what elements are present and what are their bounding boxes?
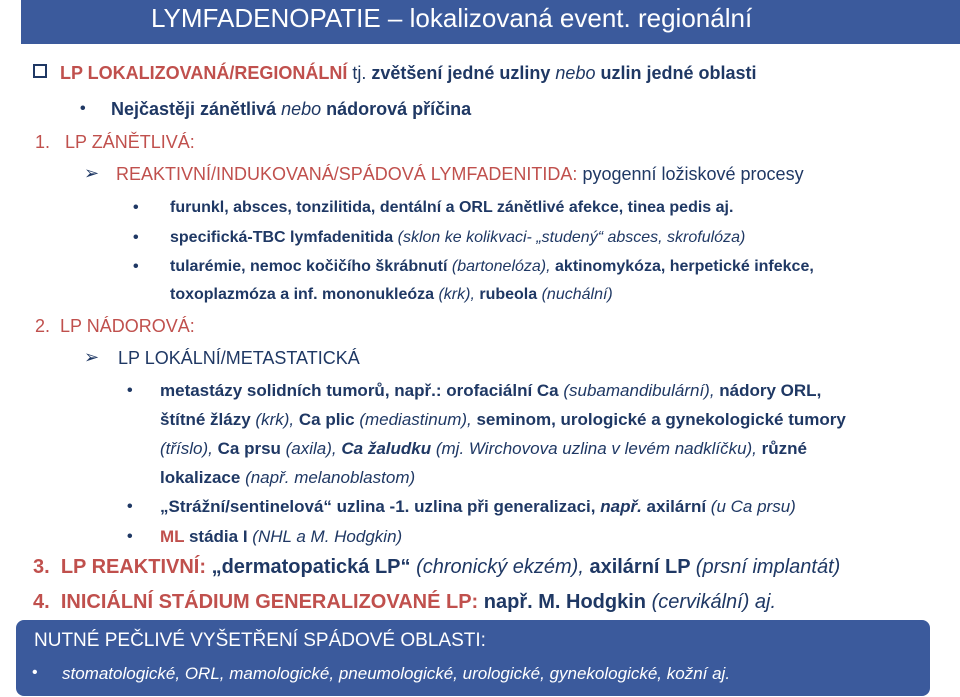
sec1-b3-cont [170, 283, 613, 307]
bottom-item: stomatologické, ORL, mamologické, pneumologické, urologické, gynekologické, kožní aj. [62, 664, 731, 683]
sec1-b2-b: (sklon ke kolikvaci- „studený“ absces, skrofulóza) [397, 229, 746, 246]
sec2-m15: lokalizace [160, 468, 246, 487]
sec1-b3-f: rubeola [474, 286, 542, 303]
bullet-icon: • [127, 498, 133, 515]
sec1-b2-a: specifická-TBC lymfadenitida [170, 229, 398, 246]
page-title: LYMFADENOPATIE – lokalizovaná event. regionální [151, 3, 753, 33]
checkbox-bullet-icon [33, 64, 47, 78]
sec1-b3-e: (krk), [438, 286, 475, 303]
arrow-bullet-icon: ➢ [84, 163, 100, 183]
sec1-b3-c: aktinomykóza, herpetické infekce, [550, 258, 814, 275]
intro-lp-label: LP LOKALIZOVANÁ/REGIONÁLNÍ [60, 63, 348, 83]
sec2-s-line [160, 495, 796, 519]
sec2-m2: (subamandibulární), [563, 381, 715, 400]
sec2-m8: seminom, urologické a gynekologické tumory [471, 410, 846, 429]
sec1-b2 [170, 226, 745, 250]
sec2-m-line2 [160, 408, 846, 432]
sec2-m4: štítné žlázy [160, 410, 256, 429]
sec3-c: axilární LP [583, 556, 696, 578]
intro-desc2: uzlin jedné oblasti [595, 63, 757, 83]
sec2-m-line1 [160, 379, 821, 403]
sec2-m5: (krk), [255, 410, 295, 429]
sec2-ml2: stádia I [184, 527, 253, 546]
sec1-b3-g: (nuchální) [541, 286, 613, 303]
sec2-m-line3 [160, 437, 807, 461]
sec1-reaktivni-desc: pyogenní ložiskové procesy [577, 164, 804, 184]
sec3-a: „dermatopatická LP“ [206, 556, 417, 578]
bullet-icon: • [127, 528, 133, 545]
sec2-label: LP NÁDOROVÁ: [60, 316, 195, 336]
sec4-b: (cervikální) aj. [651, 591, 777, 613]
bullet-icon: • [32, 664, 38, 681]
sec2-m9: (tříslo), [160, 439, 213, 458]
sec2-sub: LP LOKÁLNÍ/METASTATICKÁ [118, 348, 360, 368]
sec4-line [33, 590, 776, 614]
bullet-icon: • [133, 199, 139, 216]
sec1-b3-a: tularémie, nemoc kočičího škrábnutí [170, 258, 452, 275]
sec3-line [33, 555, 840, 579]
sec2-m11: (axila), [285, 439, 337, 458]
sec2-ml1: ML [160, 527, 185, 546]
sec2-m10: Ca prsu [212, 439, 286, 458]
intro-sub-a: Nejčastěji zánětlivá [111, 99, 282, 119]
sec2-num: 2. [35, 316, 51, 336]
sec4-num: 4. [33, 591, 50, 613]
intro-desc1: zvětšení jedné uzliny [371, 63, 556, 83]
sec2-m14: různé [756, 439, 807, 458]
intro-tj: tj. [347, 63, 372, 83]
sec2-s4: (u Ca prsu) [710, 497, 796, 516]
sec1-b1: furunkl, absces, tonzilitida, dentální a ORL zánětlivé afekce, tinea pedis aj. [170, 199, 734, 216]
sec2-m3: nádory ORL, [714, 381, 822, 400]
sec1-reaktivni-line [116, 162, 804, 186]
sec2-ml-line [160, 525, 402, 549]
sec1-heading [35, 130, 195, 154]
bullet-icon: • [133, 258, 139, 275]
sec4-a: např. M. Hodgkin [478, 591, 652, 613]
sec2-s3: axilární [641, 497, 711, 516]
sec1-b3-d: toxoplazmóza a inf. mononukleóza [170, 286, 439, 303]
intro-sub-b: nádorová příčina [321, 99, 472, 119]
intro-sub-nebo: nebo [281, 99, 322, 119]
arrow-bullet-icon: ➢ [84, 347, 100, 367]
sec3-label: LP REAKTIVNÍ: [60, 556, 207, 578]
sec2-m1: metastázy solidních tumorů, např.: orofaciální Ca [160, 381, 564, 400]
title-bar [21, 0, 960, 44]
bullet-icon: • [80, 100, 86, 117]
sec3-num: 3. [33, 556, 50, 578]
sec1-label: LP ZÁNĚTLIVÁ: [65, 132, 195, 152]
bullet-icon: • [127, 382, 133, 399]
sec2-m7: (mediastinum), [359, 410, 472, 429]
sec3-b: (chronický ekzém), [416, 556, 584, 578]
sec1-reaktivni-label: REAKTIVNÍ/INDUKOVANÁ/SPÁDOVÁ LYMFADENITIDA: [116, 164, 578, 184]
intro-line [60, 61, 756, 85]
intro-nebo: nebo [555, 63, 596, 83]
sec2-m6: Ca plic [294, 410, 360, 429]
sec2-m16: (např. melanoblastom) [245, 468, 416, 487]
sec2-m12: Ca žaludku [336, 439, 432, 458]
sec1-b3 [170, 255, 814, 279]
bullet-icon: • [133, 229, 139, 246]
sec2-m13: (mj. Wirchovova uzlina v levém nadklíčku), [431, 439, 757, 458]
sec1-b3-b: (bartonelóza), [451, 258, 551, 275]
sec4-label: INICIÁLNÍ STÁDIUM GENERALIZOVANÉ LP: [60, 591, 479, 613]
sec2-m-line4 [160, 466, 415, 490]
sec2-ml3: (NHL a M. Hodgkin) [252, 527, 403, 546]
bottom-title: NUTNÉ PEČLIVÉ VYŠETŘENÍ SPÁDOVÉ OBLASTI: [34, 630, 486, 651]
sec2-heading [35, 314, 195, 338]
sec2-s2: např. [600, 497, 642, 516]
sec2-s1: „Strážní/sentinelová“ uzlina -1. uzlina při generalizaci, [160, 497, 601, 516]
sec1-num: 1. [35, 132, 51, 152]
intro-sub-line [111, 97, 471, 121]
sec3-d: (prsní implantát) [695, 556, 841, 578]
